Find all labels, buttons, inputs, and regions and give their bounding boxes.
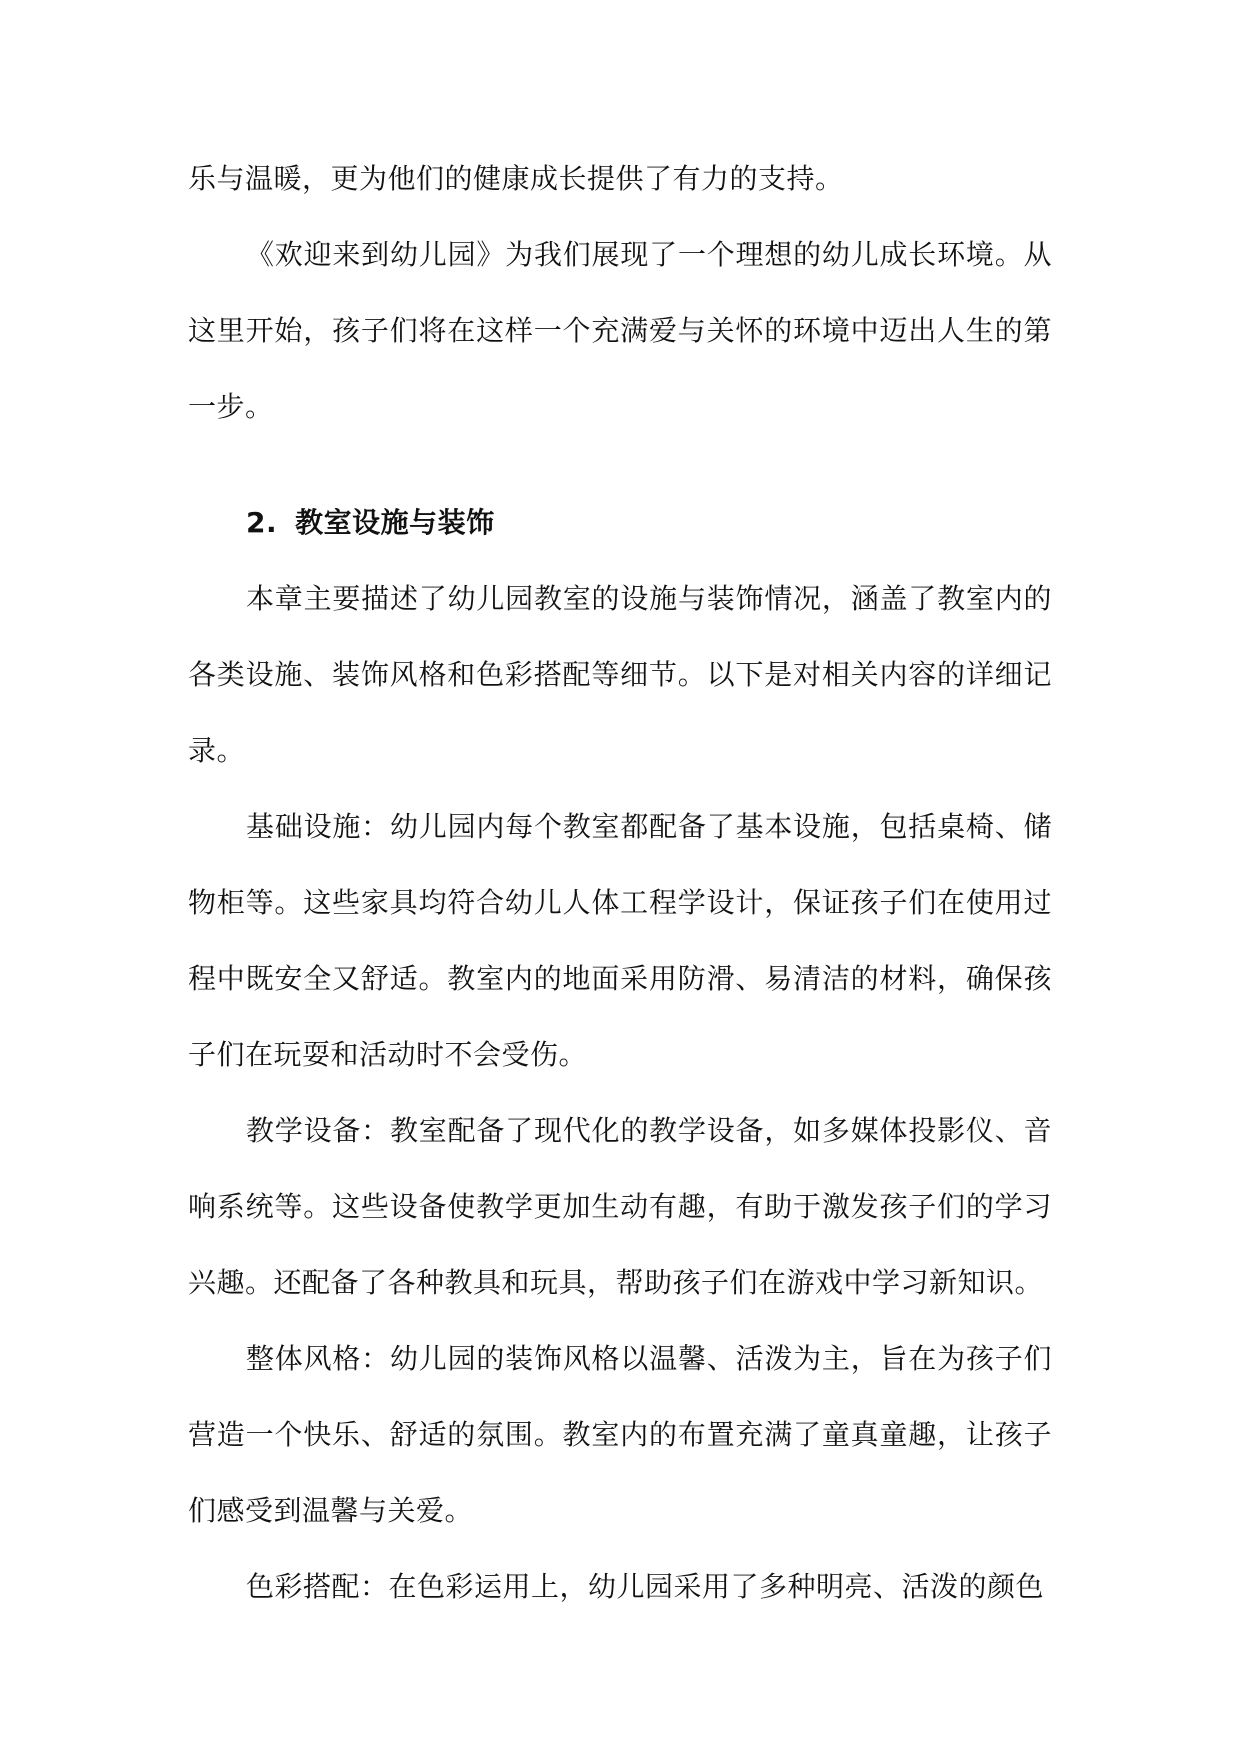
paragraph-chapter-overview: 本章主要描述了幼儿园教室的设施与装饰情况，涵盖了教室内的各类设施、装饰风格和色彩搭配等细节。以下是对相关内容的详细记录。	[188, 582, 1052, 767]
paragraph-teaching-equipment: 教学设备：教室配备了现代化的教学设备，如多媒体投影仪、音响系统等。这些设备使教学更加生动有趣，有助于激发孩子们的学习兴趣。还配备了各种教具和玩具，帮助孩子们在游戏中学习新知识。	[188, 1114, 1052, 1299]
section-heading	[188, 485, 1052, 561]
section-number: 2.	[246, 506, 278, 539]
document-body	[188, 141, 1052, 1625]
section-title: 教室设施与装饰	[295, 506, 495, 539]
paragraph-continued: 乐与温暖，更为他们的健康成长提供了有力的支持。	[188, 162, 844, 195]
paragraph-basic-facilities: 基础设施：幼儿园内每个教室都配备了基本设施，包括桌椅、储物柜等。这些家具均符合幼儿人体工程学设计，保证孩子们在使用过程中既安全又舒适。教室内的地面采用防滑、易清洁的材料，确保孩子们在玩耍和活动时不会受伤。	[188, 810, 1052, 1071]
paragraph-overall-style: 整体风格：幼儿园的装饰风格以温馨、活泼为主，旨在为孩子们营造一个快乐、舒适的氛围。教室内的布置充满了童真童趣，让孩子们感受到温馨与关爱。	[188, 1342, 1052, 1527]
paragraph-intro-summary: 《欢迎来到幼儿园》为我们展现了一个理想的幼儿成长环境。从这里开始，孩子们将在这样一个充满爱与关怀的环境中迈出人生的第一步。	[188, 238, 1052, 423]
paragraph-color-scheme: 色彩搭配：在色彩运用上，幼儿园采用了多种明亮、活泼的颜色	[246, 1570, 1045, 1603]
